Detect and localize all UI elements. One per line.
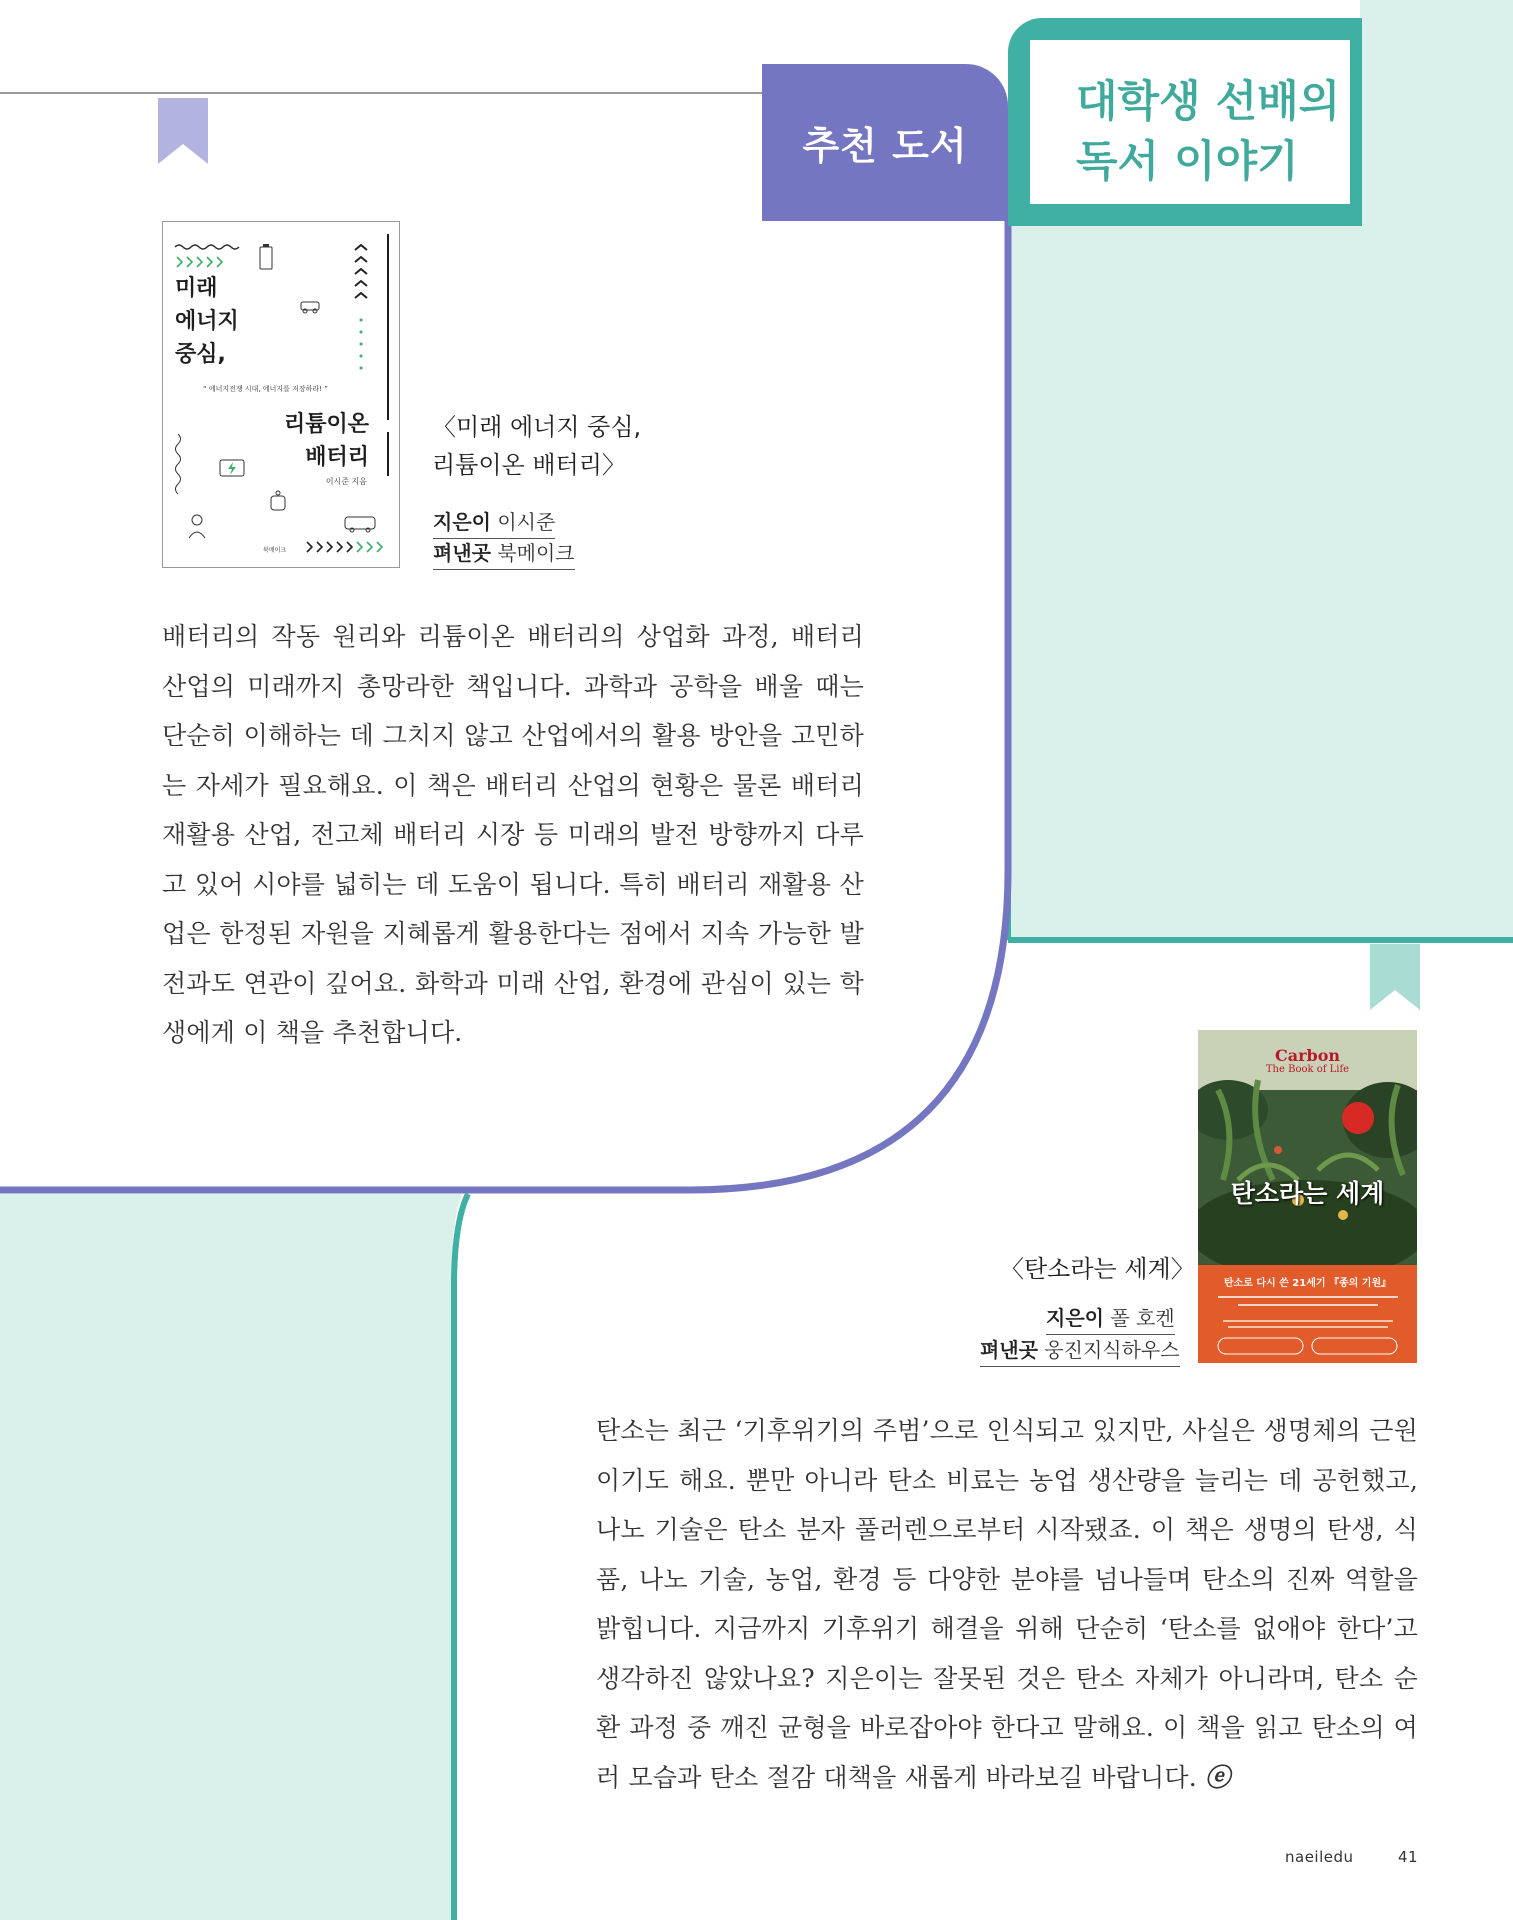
cover2-band-detail	[1198, 1292, 1417, 1362]
person-icon	[187, 512, 211, 540]
book2-review	[596, 1406, 1418, 1802]
book1-title-line1: 〈미래 에너지 중심,	[432, 413, 642, 441]
bookmark-ribbon-teal	[1370, 944, 1420, 1010]
cover1-publisher: 북메이크	[263, 547, 287, 554]
author-label: 지은이	[1046, 1306, 1104, 1330]
book2-author-line	[1046, 1306, 1175, 1335]
page-number: 41	[1398, 1848, 1419, 1866]
book2-title: 〈탄소라는 세계〉	[1000, 1255, 1195, 1283]
book1-publisher-line	[433, 541, 575, 570]
section-title-line1: 대학생 선배의	[1076, 77, 1341, 127]
book1-title-line2: 리튬이온 배터리〉	[432, 451, 626, 479]
end-mark-icon: ⓔ	[1205, 1762, 1231, 1792]
bus-icon	[343, 514, 377, 534]
footer-brand: naeiledu	[1285, 1848, 1354, 1866]
publisher-label: 펴낸곳	[980, 1338, 1038, 1362]
cover-wave-icon	[173, 242, 253, 272]
cover-bar-2	[387, 432, 389, 476]
battery-icon	[259, 244, 273, 270]
section-title-line2: 독서 이야기	[1076, 137, 1299, 187]
cover1-author: 이시준 지음	[325, 477, 367, 486]
book1-cover	[162, 221, 400, 568]
book2-review-text: 탄소는 최근 ‘기후위기의 주범’으로 인식되고 있지만, 사실은 생명체의 근원이기도 해요. 뿐만 아니라 탄소 비료는 농업 생산량을 늘리는 데 공헌했고, 나노 기술은 탄소 분자 풀러렌으로부터 시작됐죠. 이 책은 생명의 탄생, 식품, 나노 기술, 농업, 환경 등 다양한 분야를 넘나들며 탄소의 진짜 역할을 밝힙니다. 지금까지 기후위기 해결을 위해 단순히 ‘탄소를 없애야 한다’고 생각하진 않았나요? 지은이는 잘못된 것은 탄소 자체가 아니라며, 탄소 순환 과정 중 깨진 균형을 바로잡아야 한다고 말해요. 이 책을 읽고 탄소의 여러 모습과 탄소 절감 대책을 새롭게 바라보길 바랍니다.	[596, 1416, 1418, 1792]
book1-author: 이시준	[497, 510, 556, 534]
cover2-band-text: 탄소로 다시 쓴 21세기 『종의 기원』	[1223, 1278, 1392, 1289]
tab-label: 추천 도서	[802, 124, 968, 168]
mint-panel-bottom	[0, 1194, 462, 1920]
author-label: 지은이	[433, 510, 491, 534]
cover-chevrons-icon	[353, 240, 369, 390]
top-rule	[0, 92, 762, 94]
book1-author-line	[433, 510, 555, 539]
lightning-icon	[218, 456, 246, 478]
recommended-books-tab	[762, 64, 1008, 221]
cover1-subtitle: “ 에너지전쟁 시대, 에너지를 저장하라! ”	[203, 385, 328, 393]
publisher-label: 펴낸곳	[433, 541, 491, 565]
bookmark-ribbon-purple	[158, 98, 208, 164]
cover2-title-ko: 탄소라는 세계	[1230, 1179, 1385, 1208]
book1-publisher: 북메이크	[497, 541, 575, 565]
book1-review: 배터리의 작동 원리와 리튬이온 배터리의 상업화 과정, 배터리 산업의 미래까지 총망라한 책입니다. 과학과 공학을 배울 때는 단순히 이해하는 데 그치지 않고 산업에서의 활용 방안을 고민하는 자세가 필요해요. 이 책은 배터리 산업의 현황은 물론 배터리 재활용 산업, 전고체 배터리 시장 등 미래의 발전 방향까지 다루고 있어 시야를 넓히는 데 도움이 됩니다. 특히 배터리 재활용 산업은 한정된 자원을 지혜롭게 활용한다는 점에서 지속 가능한 발전과도 연관이 깊어요. 화학과 미래 산업, 환경에 관심이 있는 학생에게 이 책을 추천합니다.	[162, 622, 864, 1047]
cover-arrows-icon	[305, 540, 391, 554]
book2-cover	[1198, 1030, 1417, 1363]
car-icon	[298, 292, 322, 316]
mint-panel-top-fill	[1008, 226, 1513, 940]
cover2-title-en: Carbon	[1274, 1046, 1341, 1065]
cover1-title2: 리튬이온 배터리	[283, 412, 369, 470]
book2-author: 폴 호켄	[1110, 1306, 1175, 1330]
squiggle-icon	[171, 432, 185, 512]
robot-icon	[268, 490, 288, 516]
cover-bar	[387, 234, 389, 420]
cover1-title: 미래 에너지 중심,	[175, 276, 239, 367]
teal-divider-bottom	[454, 1194, 468, 1920]
book2-publisher: 웅진지식하우스	[1044, 1338, 1180, 1362]
cover2-subtitle-en: The Book of Life	[1265, 1064, 1350, 1075]
section-title-inner	[1030, 40, 1350, 204]
section-title-box	[1008, 18, 1362, 226]
book2-publisher-line	[980, 1338, 1180, 1367]
